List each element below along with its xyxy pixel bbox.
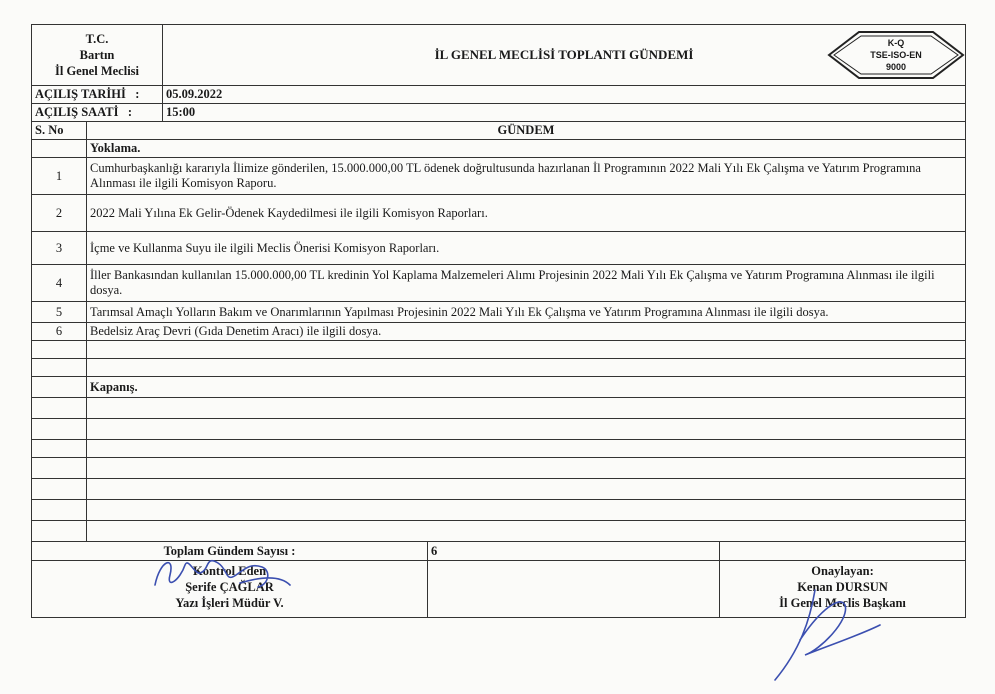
- agenda-text: 2022 Mali Yılına Ek Gelir-Ödenek Kaydedilmesi ile ilgili Komisyon Raporları.: [87, 195, 966, 232]
- control-title: Yazı İşleri Müdür V.: [175, 596, 284, 610]
- document-title: İL GENEL MECLİSİ TOPLANTI GÜNDEMİ: [434, 47, 694, 62]
- agenda-text: Cumhurbaşkanlığı kararıyla İlimize gönderilen, 15.000.000,00 TL ödenek doğrultusunda hazırlanan İl Programının 2022 Mali Yılı Ek Çalışma ve Yatırım Programına Alınması ile ilgili Komisyon Raporu.: [87, 158, 966, 195]
- empty-row: [32, 458, 966, 479]
- col-header-agenda: GÜNDEM: [87, 122, 966, 140]
- empty-row: [32, 440, 966, 458]
- badge-line-1: K-Q: [887, 38, 905, 48]
- agenda-row: [32, 302, 966, 323]
- agenda-row: [32, 265, 966, 302]
- signature-middle: [428, 561, 720, 618]
- empty-row: [32, 341, 966, 359]
- open-time-label: AÇILIŞ SAATİ :: [32, 104, 163, 122]
- roll-call-text: Yoklama.: [87, 140, 966, 158]
- agenda-row: [32, 323, 966, 341]
- column-header-row: [32, 122, 966, 140]
- agenda-row: [32, 158, 966, 195]
- open-time-value: 15:00: [163, 104, 966, 122]
- empty-row: [32, 521, 966, 542]
- agenda-no: 1: [32, 158, 87, 195]
- control-block: [32, 561, 428, 618]
- header-row: [32, 25, 966, 86]
- empty-row: [32, 398, 966, 419]
- col-header-no: S. No: [32, 122, 87, 140]
- agenda-row: [32, 232, 966, 265]
- agenda-table: [31, 24, 966, 618]
- closing-no: [32, 377, 87, 398]
- signature-row: [32, 561, 966, 618]
- open-time-row: [32, 104, 966, 122]
- roll-call-no: [32, 140, 87, 158]
- closing-text: Kapanış.: [87, 377, 966, 398]
- agenda-text: Tarımsal Amaçlı Yolların Bakım ve Onarımlarının Yapılması Projesinin 2022 Mali Yılı Ek Çalışma ve Yatırım Programına Alınması ile ilgili dosya.: [87, 302, 966, 323]
- org-line-3: İl Genel Meclisi: [55, 64, 140, 78]
- agenda-text: İçme ve Kullanma Suyu ile ilgili Meclis Önerisi Komisyon Raporları.: [87, 232, 966, 265]
- agenda-no: 5: [32, 302, 87, 323]
- agenda-no: 3: [32, 232, 87, 265]
- approve-name: Kenan DURSUN: [797, 580, 888, 594]
- open-date-value: 05.09.2022: [163, 86, 966, 104]
- org-line-1: T.C.: [85, 32, 109, 46]
- total-row: [32, 542, 966, 561]
- badge-line-3: 9000: [886, 62, 907, 72]
- agenda-row: [32, 195, 966, 232]
- control-label: Kontrol Eden: [192, 564, 267, 578]
- approve-block: [720, 561, 966, 618]
- empty-row: [32, 479, 966, 500]
- badge-line-2: TSE-ISO-EN: [870, 50, 922, 60]
- empty-row: [32, 500, 966, 521]
- total-label: Toplam Gündem Sayısı :: [32, 542, 428, 561]
- empty-row: [32, 359, 966, 377]
- org-block: [32, 25, 163, 86]
- agenda-no: 4: [32, 265, 87, 302]
- open-date-row: [32, 86, 966, 104]
- org-line-2: Bartın: [79, 48, 115, 62]
- agenda-document: [31, 24, 965, 618]
- approve-title: İl Genel Meclis Başkanı: [779, 596, 906, 610]
- total-empty: [720, 542, 966, 561]
- agenda-text: Bedelsiz Araç Devri (Gıda Denetim Aracı) ile ilgili dosya.: [87, 323, 966, 341]
- total-value: 6: [428, 542, 720, 561]
- agenda-no: 6: [32, 323, 87, 341]
- approve-label: Onaylayan:: [811, 564, 874, 578]
- agenda-no: 2: [32, 195, 87, 232]
- document-title-cell: [163, 25, 966, 86]
- agenda-text: İller Bankasından kullanılan 15.000.000,00 TL kredinin Yol Kaplama Malzemeleri Alımı Projesinin 2022 Mali Yılı Ek Çalışma ve Yatırım Programına Alınması ile ilgili dosya.: [87, 265, 966, 302]
- empty-row: [32, 419, 966, 440]
- closing-row: [32, 377, 966, 398]
- control-name: Şerife ÇAĞLAR: [185, 580, 274, 594]
- roll-call-row: [32, 140, 966, 158]
- open-date-label: AÇILIŞ TARİHİ :: [32, 86, 163, 104]
- quality-badge: [825, 29, 967, 81]
